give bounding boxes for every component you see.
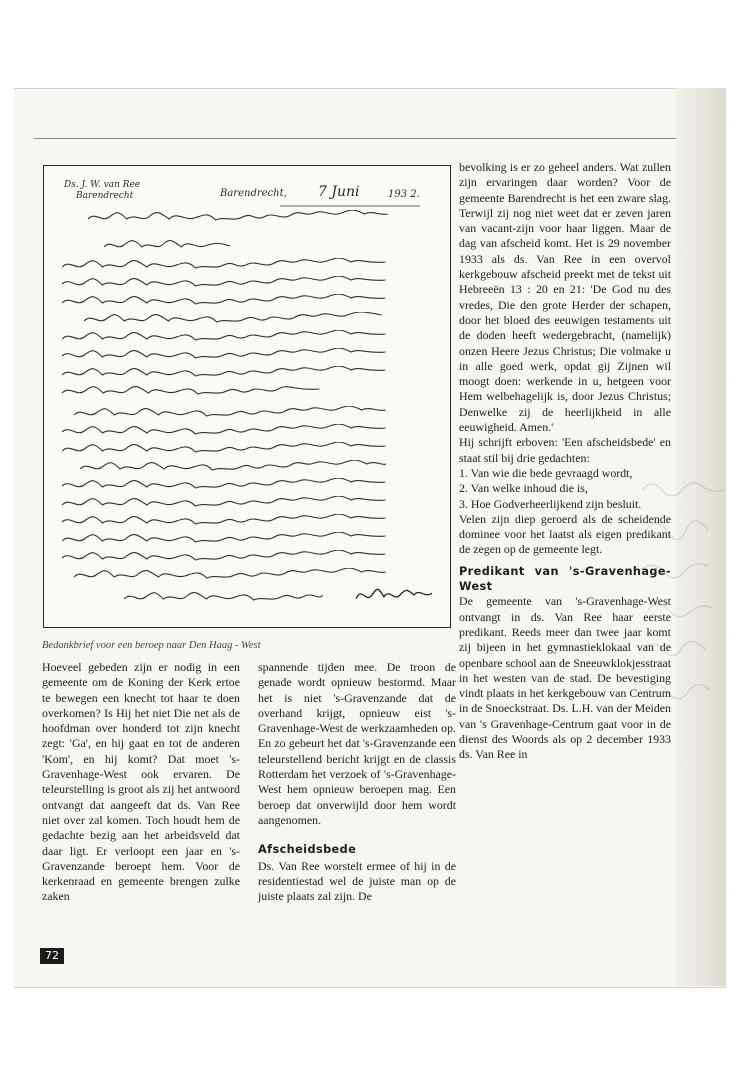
handwriting-line bbox=[74, 406, 436, 420]
paragraph: Hoeveel gebeden zijn er nodig in een gemeente om de Koning der Kerk ertoe te bewegen een knecht tot haar te doen overkomen? Is Hij het niet Die net als de hoofdman over honderd tot zijn knecht zegt: 'Ga', en hij gaat en tot de anderen 'Kom', en hij komt? Dat moet 's-Gravenhage-West ook ervaren. De teleurstelling is groot als zij het antwoord ontvangt dat aangeeft dat ds. Van Ree niet over zal komen. Toch houdt hem de gedachte bezig aan het arbeidsveld dat daar ligt. Er verloopt een jaar en 's-Gravenzande beroept hem. Voor de kerkenraad en gemeente brengen zulke zaken bbox=[42, 660, 240, 904]
handwriting-line bbox=[62, 348, 436, 362]
section-heading: Predikant van 's-Gravenhage-West bbox=[459, 564, 671, 594]
handwriting-line bbox=[62, 532, 436, 546]
list-item: 1. Van wie die bede gevraagd wordt, bbox=[459, 465, 633, 480]
handwriting-line bbox=[62, 366, 436, 380]
handwriting-line bbox=[62, 550, 436, 564]
letter-date: 7 Juni bbox=[318, 184, 360, 200]
handwriting-line bbox=[62, 330, 436, 344]
letterhead-name: Ds. J. W. van Ree bbox=[64, 180, 141, 190]
handwriting-line bbox=[62, 276, 436, 290]
column-2 bbox=[258, 660, 456, 904]
handwriting-line bbox=[62, 294, 436, 308]
letterhead-place: Barendrecht bbox=[76, 191, 134, 201]
handwriting-line bbox=[62, 478, 436, 492]
paragraph: De gemeente van 's-Gravenhage-West ontvangt in ds. Van Ree haar eerste predikant. Reeds meer dan twee jaar komt zij bijeen in het gymnastieklokaal van de openbare school aan de Sneeuwklokjesstraat in het westen van de stad. De bevestiging vindt plaats in het kerkgebouw van Centrum in de Snoeckstraat. Ds. L.H. van der Meiden van 's Gravenhage-Centrum gaat voor in de dienst des Woords als op 2 december 1933 ds. Van Ree in bbox=[459, 594, 671, 762]
paragraph: bevolking is er zo geheel anders. Wat zullen zijn ervaringen daar worden? Voor de gemeente Barendrecht is het een zware slag. Terwijl zij nog niet weet dat er zeven jaren van vacant-zijn voor haar liggen. Maar de dag van afscheid komt. Het is 29 november 1933 als ds. Van Ree in een overvol kerkgebouw afscheid preekt met de tekst uit Hebreeën 13 : 20 en 21: 'De God nu des vredes, Die den grote Herder der schapen, door het bloed des eeuwigen testaments uit de doden heeft wedergebracht, (namelijk) onzen Heere Jezus Christus; Die volmake u in alle goed werk, opdat gij Zijnen wil moogt doen: werkende in u, hetgeen voor Hem welbehagelijk is, door Jezus Christus; Denwelke zij de heerlijkheid in alle eeuwigheid. Amen.' bbox=[459, 160, 671, 435]
handwriting-line bbox=[124, 590, 340, 604]
handwriting-line bbox=[62, 424, 436, 438]
letter-year: 193 2. bbox=[388, 189, 420, 200]
paragraph: Velen zijn diep geroerd als de scheidende dominee voor het laatst als eigen predikant de zegen op de gemeente legt. bbox=[459, 511, 671, 557]
handwriting-line bbox=[62, 384, 340, 398]
paragraph: spannende tijden mee. De troon de genade wordt opnieuw bestormd. Maar het is niet 's-Gravenzande dat de overhand krijgt, opnieuw eist 's-Gravenhage-West de werkzaamheden op. En zo gebeurt het dat 's-Gravenzande een teleurstellend bericht krijgt en de classis Rotterdam het verzoek of 's-Gravenhage-West hem opnieuw beroepen mag. Een beroep dat onverwijld door hem wordt aangenomen. bbox=[258, 660, 456, 827]
handwriting-line bbox=[62, 514, 436, 528]
handwriting-line bbox=[84, 312, 436, 326]
handwriting-line bbox=[104, 238, 230, 252]
figure-caption: Bedankbrief voor een beroep naar Den Haag - West bbox=[42, 640, 261, 651]
section-heading: Afscheidsbede bbox=[258, 843, 357, 857]
paragraph: Hij schrijft erboven: 'Een afscheidsbede' en staat stil bij drie gedachten: bbox=[459, 435, 671, 465]
handwriting-line bbox=[80, 460, 436, 474]
handwriting-line bbox=[62, 442, 436, 456]
handwritten-letter-image bbox=[43, 165, 451, 628]
signature bbox=[354, 588, 434, 602]
page-number: 72 bbox=[40, 948, 64, 964]
column-3 bbox=[459, 160, 671, 763]
letter-place-printed: Barendrecht, bbox=[220, 188, 287, 199]
handwriting-line bbox=[62, 496, 436, 510]
handwriting-line bbox=[88, 210, 436, 224]
column-1 bbox=[42, 660, 240, 905]
date-underline bbox=[280, 196, 420, 210]
handwriting-line bbox=[62, 258, 436, 272]
list-item: 2. Van welke inhoud die is, bbox=[459, 481, 588, 496]
list-item: 3. Hoe Godverheerlijkend zijn besluit. bbox=[459, 496, 642, 511]
handwriting-line bbox=[74, 568, 436, 582]
header-rule bbox=[34, 138, 676, 139]
letterhead-block bbox=[64, 180, 140, 202]
paragraph: Ds. Van Ree worstelt ermee of hij in de residentiestad wel de juiste man op de juiste plaats zal zijn. De bbox=[258, 858, 456, 904]
list bbox=[459, 466, 671, 512]
